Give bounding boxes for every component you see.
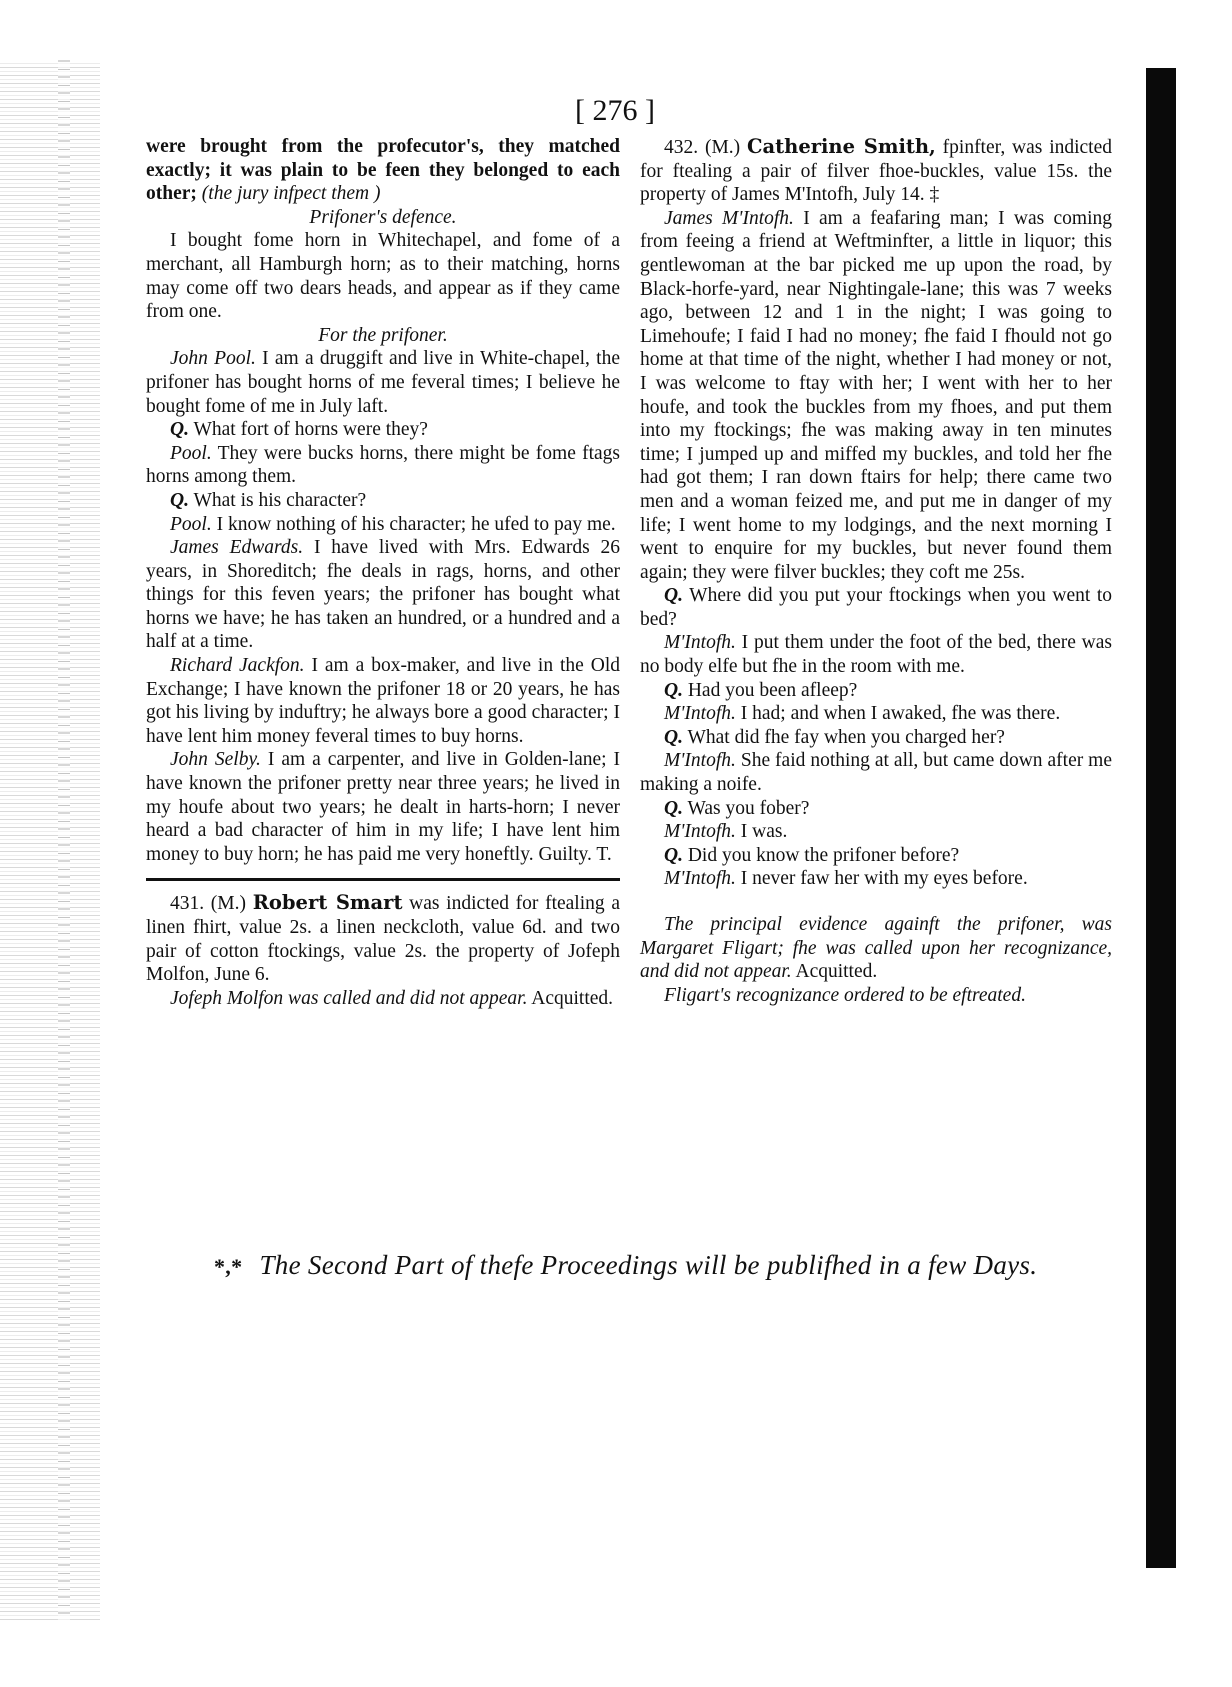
question-4: Q. Had you been afleep? (664, 679, 858, 701)
answer-mcintosh-3: M'Intofh. I put them under the foot of the bed, there was no body elfe but fhe in the room with me. (640, 632, 1112, 678)
scan-right-binding (1146, 68, 1176, 1568)
answer-pool-1: Pool. They were bucks horns, there might be fome ftags horns among them. (146, 442, 620, 488)
heading-for-prisoner: For the prifoner. (318, 324, 448, 346)
question-3: Q. Where did you put your ftockings when you went to bed? (640, 585, 1113, 630)
answer-pool-2: Pool. I know nothing of his character; he ufed to pay me. (170, 513, 616, 535)
case-431-indictment: 431. (M.) Robert Smart was indicted for ftealing a linen fhirt, value 2s. a linen neckcloth, value 6d. and two pair of cotton ftockings, value 2s. the property of Jofeph Molfon, June 6. (146, 891, 620, 986)
heading-prisoners-defence: Prifoner's defence. (309, 206, 457, 228)
paragraph-evidence-end: were brought from the profecutor's, they matched exactly; it was plain to be feen they belonged to each other; (the jury infpect them ) (146, 136, 620, 205)
case-432-verdict: The principal evidence againft the prifoner, was Margaret Fligart; fhe was called upon her recognizance, and did not appear. Acquitted. (640, 914, 1112, 983)
footer-announcement (214, 1250, 1074, 1281)
testimony-james-edwards: James Edwards. I have lived with Mrs. Edwards 26 years, in Shoreditch; fhe deals in rags, horns, and other things for this feven years; the prifoner has bought what horns we have; he has taken an hundred, or a hundred and a half at a time. (146, 537, 621, 653)
asterism: *,* (214, 1254, 243, 1279)
question-7: Q. Did you know the prifoner before? (664, 844, 960, 866)
scan-left-edge (0, 60, 100, 1620)
answer-mcintosh-4: M'Intofh. I had; and when I awaked, fhe was there. (664, 703, 1061, 725)
testimony-james-mcintosh: James M'Intofh. I am a feafaring man; I was coming from feeing a friend at Weftminfter, a little in liquor; this gentlewoman at the bar picked me up upon the road, by Black-horfe-yard, near Nightingale-lane; this was 7 weeks ago, between 12 and 1 in the night; I was going to Limehoufe; I faid I had no money; fhe faid I fhould not go home at that time of the night, whether I had money or not, I was welcome to ftay with her; I went with her to her houfe, and took the buckles from my fhoes, and put them into my ftockings; fhe was making away in ten minutes time; I jumped up and miffed my buckles, and told her fhe had got them; I ran down ftairs for help; there came two men and a woman feized me, and put me in danger of my life; I went home to my lodgings, and the next morning I went to enquire for my buckles, but never found them again; they were filver buckles; they coft me 25s. (640, 207, 1112, 583)
testimony-john-pool: John Pool. I am a druggift and live in White-chapel, the prifoner has bought horns of me feveral times; I believe he bought fome of me in July laft. (146, 348, 620, 417)
question-5: Q. What did fhe fay when you charged her? (664, 726, 1005, 748)
right-column (640, 135, 1112, 1007)
left-column (146, 135, 620, 1010)
spacer (640, 891, 1112, 913)
answer-mcintosh-5: M'Intofh. She faid nothing at all, but came down after me making a noife. (640, 750, 1113, 796)
testimony-john-selby: John Selby. I am a carpenter, and live in Golden-lane; I have known the prifoner pretty near three years; he lived in my houfe about two years; he dealt in harts-horn; I never heard a bad character of him in my life; I have lent him money to buy horn; he has paid me very honeftly. Guilty. T. (146, 749, 621, 865)
answer-mcintosh-7: M'Intofh. I never faw her with my eyes before. (664, 868, 1028, 890)
section-rule (146, 878, 620, 881)
testimony-richard-jackson: Richard Jackfon. I am a box-maker, and live in the Old Exchange; I have known the prifoner 18 or 20 years, he has got his living by induftry; he always bore a good character; I have lent him money feveral times to buy horns. (146, 655, 620, 747)
recognizance-note: Fligart's recognizance ordered to be eftreated. (664, 984, 1026, 1006)
question-2: Q. What is his character? (170, 489, 367, 511)
question-6: Q. Was you fober? (664, 797, 810, 819)
case-431-verdict: Jofeph Molfon was called and did not appear. Acquitted. (170, 987, 614, 1009)
answer-mcintosh-6: M'Intofh. I was. (664, 821, 788, 843)
question-1: Q. What fort of horns were they? (170, 419, 428, 441)
paragraph-defence: I bought fome horn in Whitechapel, and fome of a merchant, all Hamburgh horn; as to their matching, horns may come off two dears heads, and appear as if they came from one. (146, 230, 620, 323)
case-432-indictment: 432. (M.) Catherine Smith, fpinfter, was indicted for ftealing a pair of filver fhoe-buckles, value 15s. the property of James M'Intofh, July 14. ‡ (640, 135, 1113, 206)
page-number: [ 276 ] (575, 94, 655, 127)
footer-text: The Second Part of thefe Proceedings will be publifhed in a few Days. (259, 1250, 1038, 1280)
